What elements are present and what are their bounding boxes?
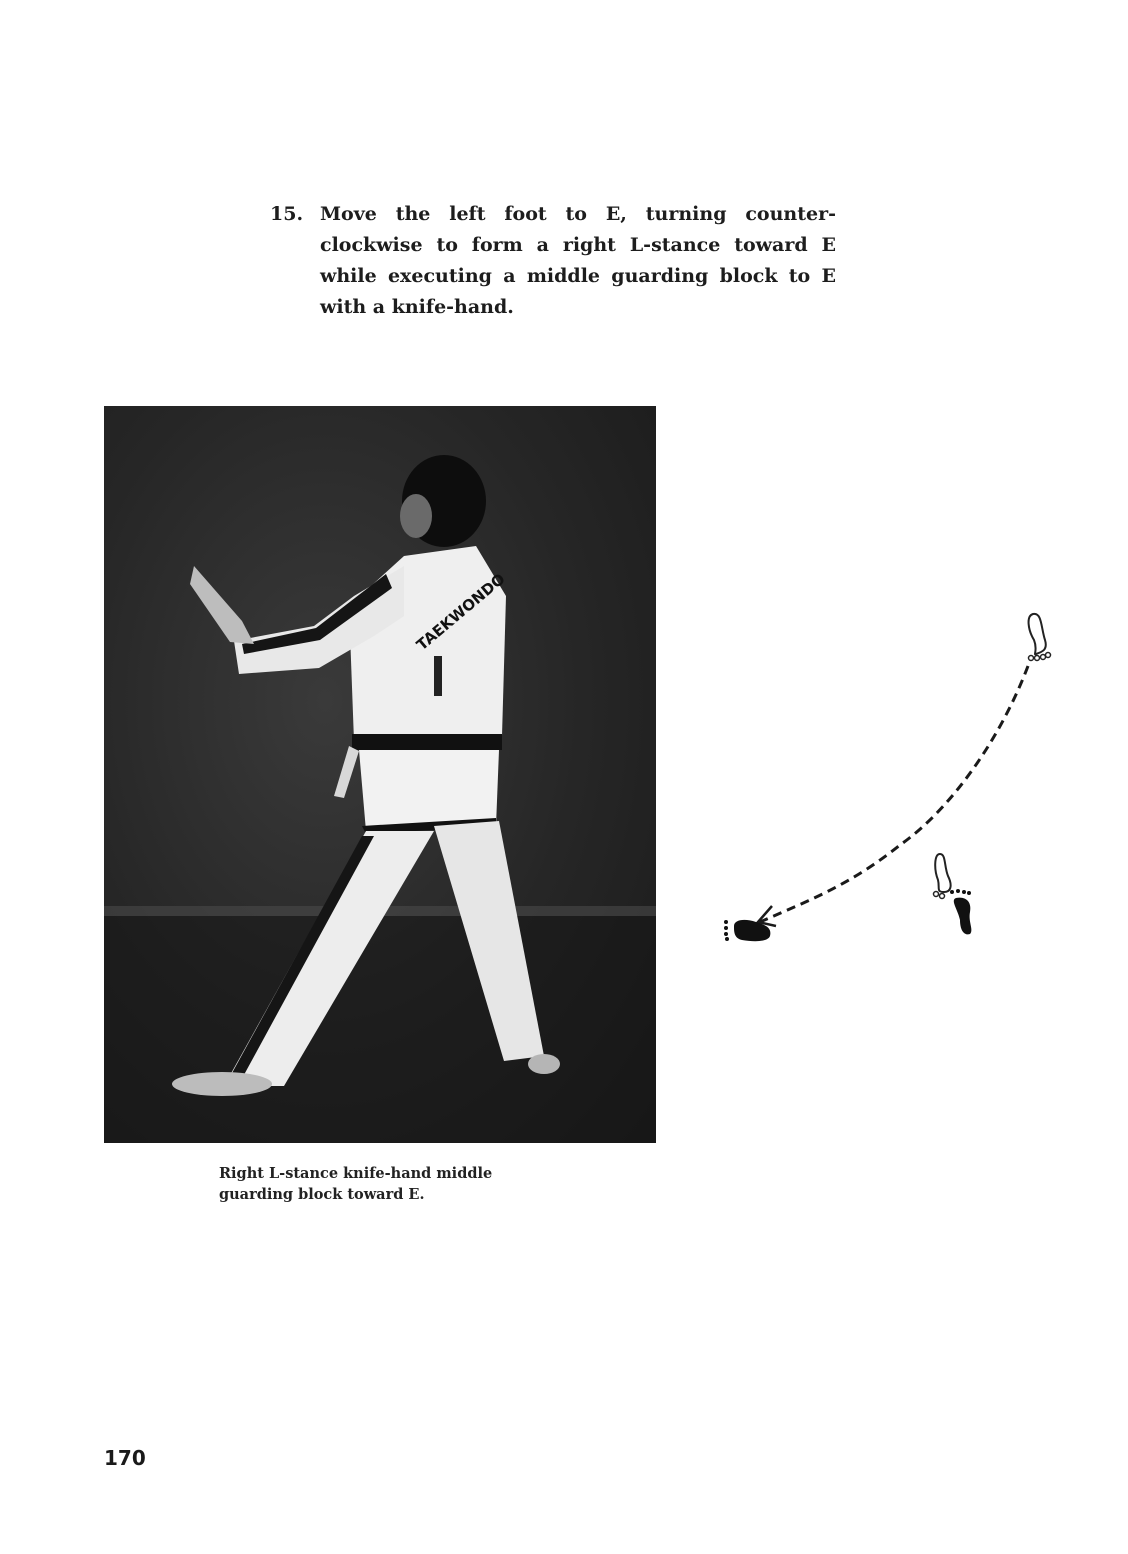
page-number: 170	[104, 1446, 146, 1470]
photo-caption: Right L-stance knife-hand middle guarding block toward E.	[219, 1165, 493, 1203]
footstep-diagram	[700, 600, 1080, 960]
right-foot-pivot-solid-icon	[950, 889, 971, 934]
martial-artist-figure	[104, 406, 656, 1143]
step-text: Move the left foot to E, turning counter-clockwise to form a right L-stance toward E while executing a middle guarding block to E with a knife-hand.	[320, 203, 836, 318]
technique-photo	[104, 406, 656, 1143]
step-instruction	[270, 199, 836, 323]
uniform-text: TAEKWONDO	[413, 569, 509, 655]
step-number: 15.	[270, 203, 304, 225]
movement-path-arrow	[760, 666, 1028, 922]
right-foot-pivot-outline-icon	[934, 854, 951, 899]
left-foot-start-outline-icon	[1029, 614, 1051, 661]
